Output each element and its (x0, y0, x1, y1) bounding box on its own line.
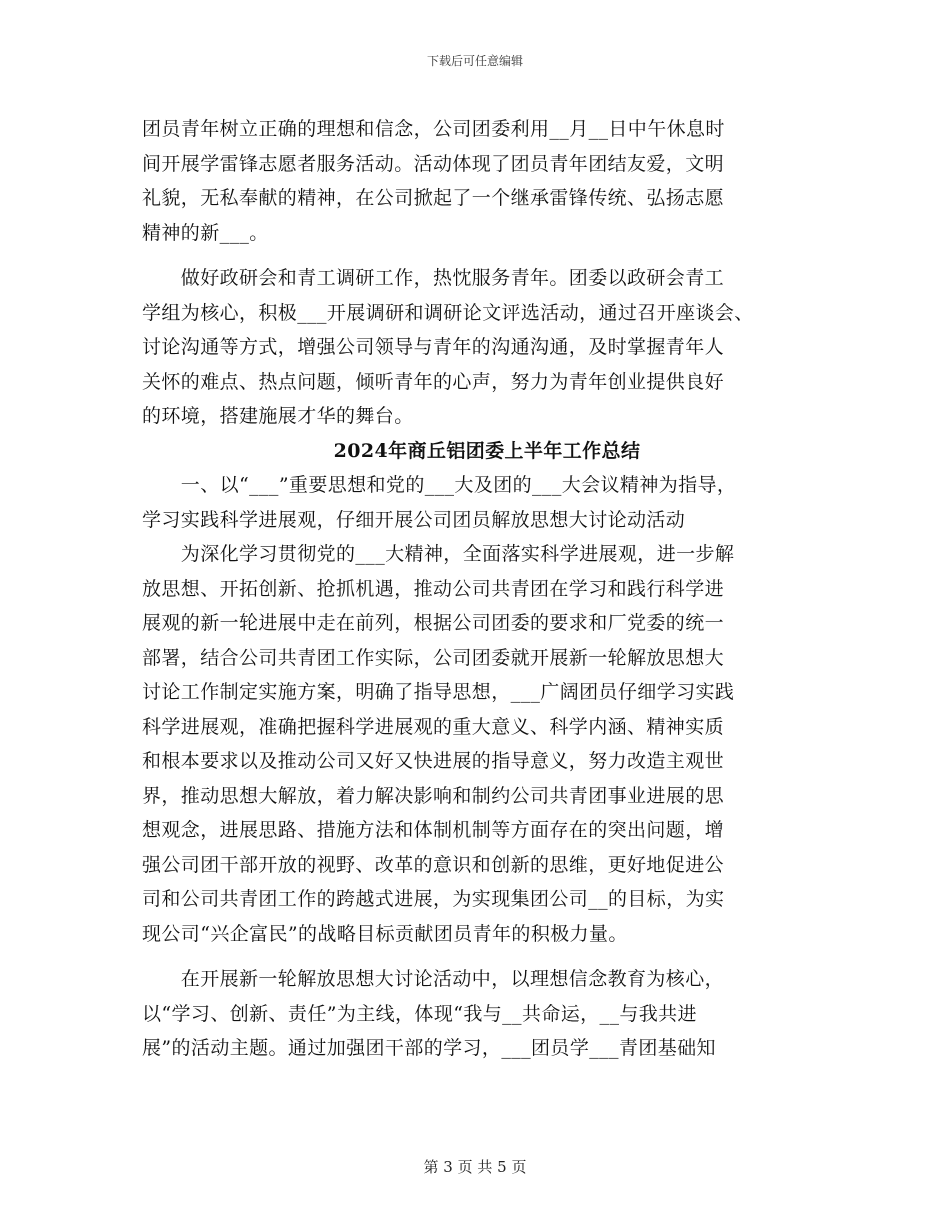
text-line: 司和公司共青团工作的跨越式进展，为实现集团公司__的目标，为实 (142, 888, 725, 910)
text-line: 想观念，进展思路、措施方法和体制机制等方面存在的突出问题，增 (142, 819, 725, 841)
text-line: 关怀的难点、热点问题，倾听青年的心声，努力为青年创业提供良好 (142, 370, 725, 393)
text-line: 礼貌，无私奉献的精神，在公司掀起了一个继承雷锋传统、弘扬志愿 (142, 187, 725, 209)
section-heading (142, 468, 822, 537)
paragraph-volunteer-activity (142, 112, 822, 250)
document-body (142, 112, 822, 1066)
text-line: 展观的新一轮进展中走在前列，根据公司团委的要求和厂党委的统一 (142, 612, 725, 634)
page-number: 第 3 页 共 5 页 (423, 1158, 527, 1176)
text-line: 做好政研会和青工调研工作，热忱服务青年。团委以政研会青工 (142, 267, 725, 289)
text-line: 为深化学习贯彻党的___大精神，全面落实科学进展观，进一步解 (142, 543, 735, 565)
text-line: 精神的新___。 (142, 221, 269, 244)
document-title: 2024年商丘铝团委上半年工作总结 (333, 439, 641, 462)
text-line: 在开展新一轮解放思想大讨论活动中，以理想信念教育为核心， (142, 968, 725, 990)
text-line: 现公司“兴企富民”的战略目标贡献团员青年的积极力量。 (142, 922, 628, 945)
text-line: 展”的活动主题。通过加强团干部的学习，___团员学___青团基础知 (142, 1037, 716, 1059)
text-line: 学习实践科学进展观，仔细开展公司团员解放思想大讨论动活动 (142, 508, 686, 531)
text-line: 以“学习、创新、责任”为主线，体现“我与__共命运，__与我共进 (142, 1002, 697, 1025)
text-line: 一、以“___”重要思想和党的___大及团的___大会议精神为指导， (142, 474, 737, 496)
text-line: 团员青年树立正确的理想和信念，公司团委利用__月__日中午休息时 (142, 118, 725, 140)
paragraph-deepen-study (142, 537, 822, 951)
text-line: 放思想、开拓创新、抢抓机遇，推动公司共青团在学习和践行科学进 (142, 577, 725, 600)
text-line: 部署，结合公司共青团工作实际，公司团委就开展新一轮解放思想大 (142, 646, 725, 669)
text-line: 强公司团干部开放的视野、改革的意识和创新的思维，更好地促进公 (142, 853, 725, 876)
text-line: 的环境，搭建施展才华的舞台。 (142, 405, 414, 427)
paragraph-research-work (142, 261, 822, 434)
text-line: 和根本要求以及推动公司又好又快进展的指导意义，努力改造主观世 (142, 750, 725, 772)
paragraph-discussion-activity (142, 962, 822, 1066)
text-line: 间开展学雷锋志愿者服务活动。活动体现了团员青年团结友爱，文明 (142, 152, 725, 175)
text-line: 讨论沟通等方式，增强公司领导与青年的沟通沟通，及时掌握青年人 (142, 336, 725, 358)
text-line: 科学进展观，准确把握科学进展观的重大意义、科学内涵、精神实质 (142, 715, 725, 738)
text-line: 学组为核心，积极___开展调研和调研论文评选活动，通过召开座谈会、 (142, 301, 754, 324)
page-header: 下载后可任意编辑 (426, 54, 523, 68)
text-line: 讨论工作制定实施方案，明确了指导思想，___广阔团员仔细学习实践 (142, 681, 735, 703)
text-line: 界，推动思想大解放，着力解决影响和制约公司共青团事业进展的思 (142, 784, 725, 807)
